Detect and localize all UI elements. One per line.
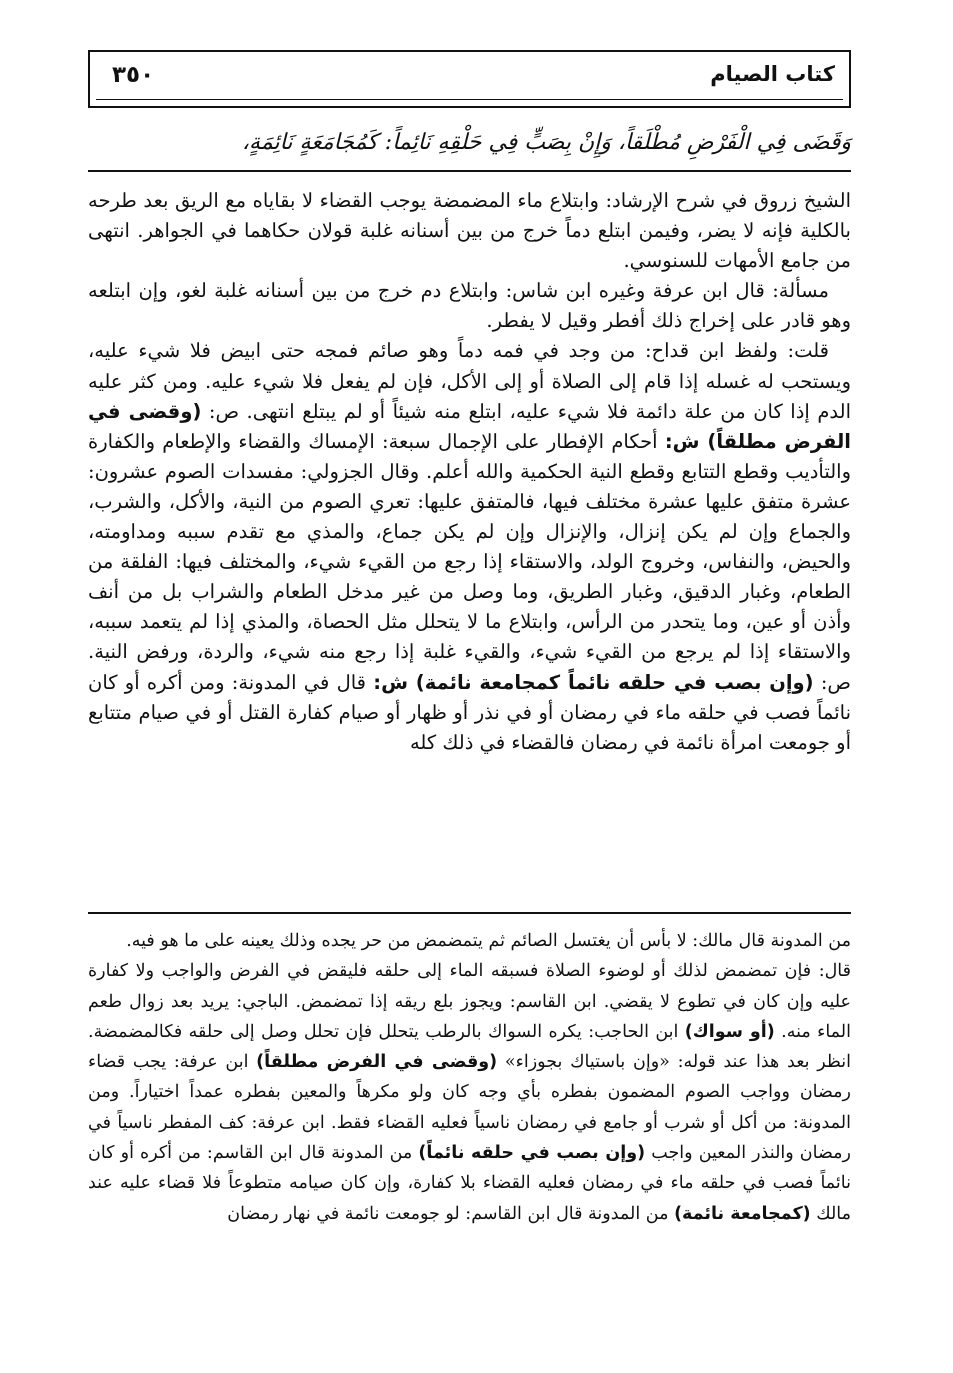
commentary-paragraph: مسألة: قال ابن عرفة وغيره ابن شاس: وابتلاع دم خرج من بين أسنانه غلبة لغو، وإن ابتلعه وهو قادر على إخراج ذلك أفطر وقيل لا يفطر. bbox=[88, 279, 851, 333]
footnote-text: من المدونة قال ابن القاسم: من أكره أو كان نائماً فصب في حلقه ماء في رمضان فعليه القضاء بلا كفارة، وإن كان صيامه متطوعاً فلا قضاء عليه عند مالك bbox=[88, 1143, 851, 1224]
matn-quote: (وإن بصب في حلقه نائماً كمجامعة نائمة) ش: bbox=[373, 670, 814, 694]
matn-quote: (كمجامعة نائمة) bbox=[674, 1203, 811, 1224]
header-underline bbox=[96, 99, 843, 100]
book-title: كتاب الصيام bbox=[710, 62, 835, 86]
footnote-text: ابن عرفة: يجب قضاء رمضان وواجب الصوم المضمون بفطره بأي وجه كان ولو مكرهاً والمعين بفطره عمداً اختياراً. ومن المدونة: من أكل أو شرب أو جامع في رمضان ناسياً فعليه القضاء فقط. ابن عرفة: كف المفطر ناسياً في رمضان والنذر المعين واجب bbox=[88, 1052, 851, 1164]
matn-quote: (وقضى في الفرض مطلقاً) ش: bbox=[88, 399, 851, 453]
footnotes bbox=[88, 926, 851, 1229]
matn-quote: (أو سواك) bbox=[684, 1021, 775, 1042]
footnote-text: ابن الحاجب: يكره السواك بالرطب يتحلل فإن تحلل وصل إلى حلقه فكالمضمضة. انظر بعد هذا عند قوله: «وإن باستياك بجوزاء» bbox=[88, 1021, 851, 1073]
matn-quote: (وقضى في الفرض مطلقاً) bbox=[256, 1052, 498, 1073]
page-header bbox=[88, 50, 851, 108]
commentary-body bbox=[88, 186, 851, 758]
matn-text: وَقَضَى فِي الْفَرْضِ مُطْلَقاً، وَإِنْ بِصَبٍّ فِي حَلْقِهِ نَائِماً: كَمُجَامَعَةٍ نَائِمَةٍ، bbox=[241, 130, 851, 155]
matn-quote: (وإن بصب في حلقه نائماً) bbox=[418, 1143, 646, 1164]
footnote-paragraph bbox=[88, 956, 851, 1229]
commentary-paragraph: الشيخ زروق في شرح الإرشاد: وابتلاع ماء المضمضة يوجب القضاء لا بقاياه مع الريق بعد طرحه بالكلية فإنه لا يضر، وفيمن ابتلع دماً خرج من بين أسنانه غلبة قولان حكاهما في الجواهر. انتهى من جامع الأمهات للسنوسي. bbox=[88, 189, 851, 273]
commentary-paragraph bbox=[88, 336, 851, 757]
commentary-text: قلت: ولفظ ابن قداح: من وجد في فمه دماً وهو صائم فمجه حتى ابيض فلا شيء عليه، ويستحب له غسله إذا قام إلى الصلاة أو إلى الأكل، فإن لم يفعل فلا شيء عليه. ومن كثر عليه الدم إذا كان من علة دائمة فلا شيء عليه، ابتلع منه شيئاً أو لم يبتلع انتهى. ص: bbox=[88, 339, 851, 423]
page-number: ٣٥٠ bbox=[112, 62, 155, 88]
footnote-text: قال: فإن تمضمض لذلك أو لوضوء الصلاة فسبقه الماء إلى حلقه فليقض في الفرض والواجب ولا كفارة عليه وإن كان في تطوع لا يقضي. ابن القاسم: ويجوز بلع ريقه إذا تمضمض. الباجي: يريد بعد زوال طعم الماء منه. bbox=[88, 961, 851, 1042]
matn-divider bbox=[88, 170, 851, 172]
commentary-text: أحكام الإفطار على الإجمال سبعة: الإمساك والقضاء والإطعام والكفارة والتأديب وقطع التتابع وقطع النية الحكمية والله أعلم. وقال الجزولي: مفسدات الصوم عشرون: عشرة متفق عليها عشرة مختلف فيها، فالمتفق عليها: تعري الصوم من النية، والأكل، والشرب، والجماع وإن لم يكن إنزال، والإنزال وإن لم يكن جماع، والمذي مع تقدم سببه ومداومته، والحيض، والنفاس، وخروج الولد، والاستقاء إذا رجع من القيء شيء، والمختلف فيها: الفلقة من الطعام، وغبار الدقيق، وغبار الطريق، وما وصل من غير مدخل الطعام والشراب بل من أنف وأذن أو عين، وما يتحدر من الرأس، وابتلاع ما لا يتحلل مثل الحصاة، والمذي إذا لم يتعمد سببه، والاستقاء إذا لم يرجع من القيء شيء، والقيء غلبة إذا رجع منه شيء، والردة، ورفض النية. ص: bbox=[88, 429, 851, 694]
footnote-text: من المدونة قال ابن القاسم: لو جومعت نائمة في نهار رمضان bbox=[227, 1203, 675, 1224]
footnote-paragraph: من المدونة قال مالك: لا بأس أن يغتسل الصائم ثم يتمضمض من حر يجده وذلك يعينه على ما هو فيه. bbox=[126, 931, 851, 951]
commentary-text: قال في المدونة: ومن أكره أو كان نائماً فصب في حلقه ماء في رمضان أو في نذر أو ظهار أو صيام كفارة القتل أو في صيام متتابع أو جومعت امرأة نائمة في رمضان فالقضاء في ذلك كله bbox=[88, 670, 851, 754]
footnote-divider bbox=[88, 912, 851, 914]
